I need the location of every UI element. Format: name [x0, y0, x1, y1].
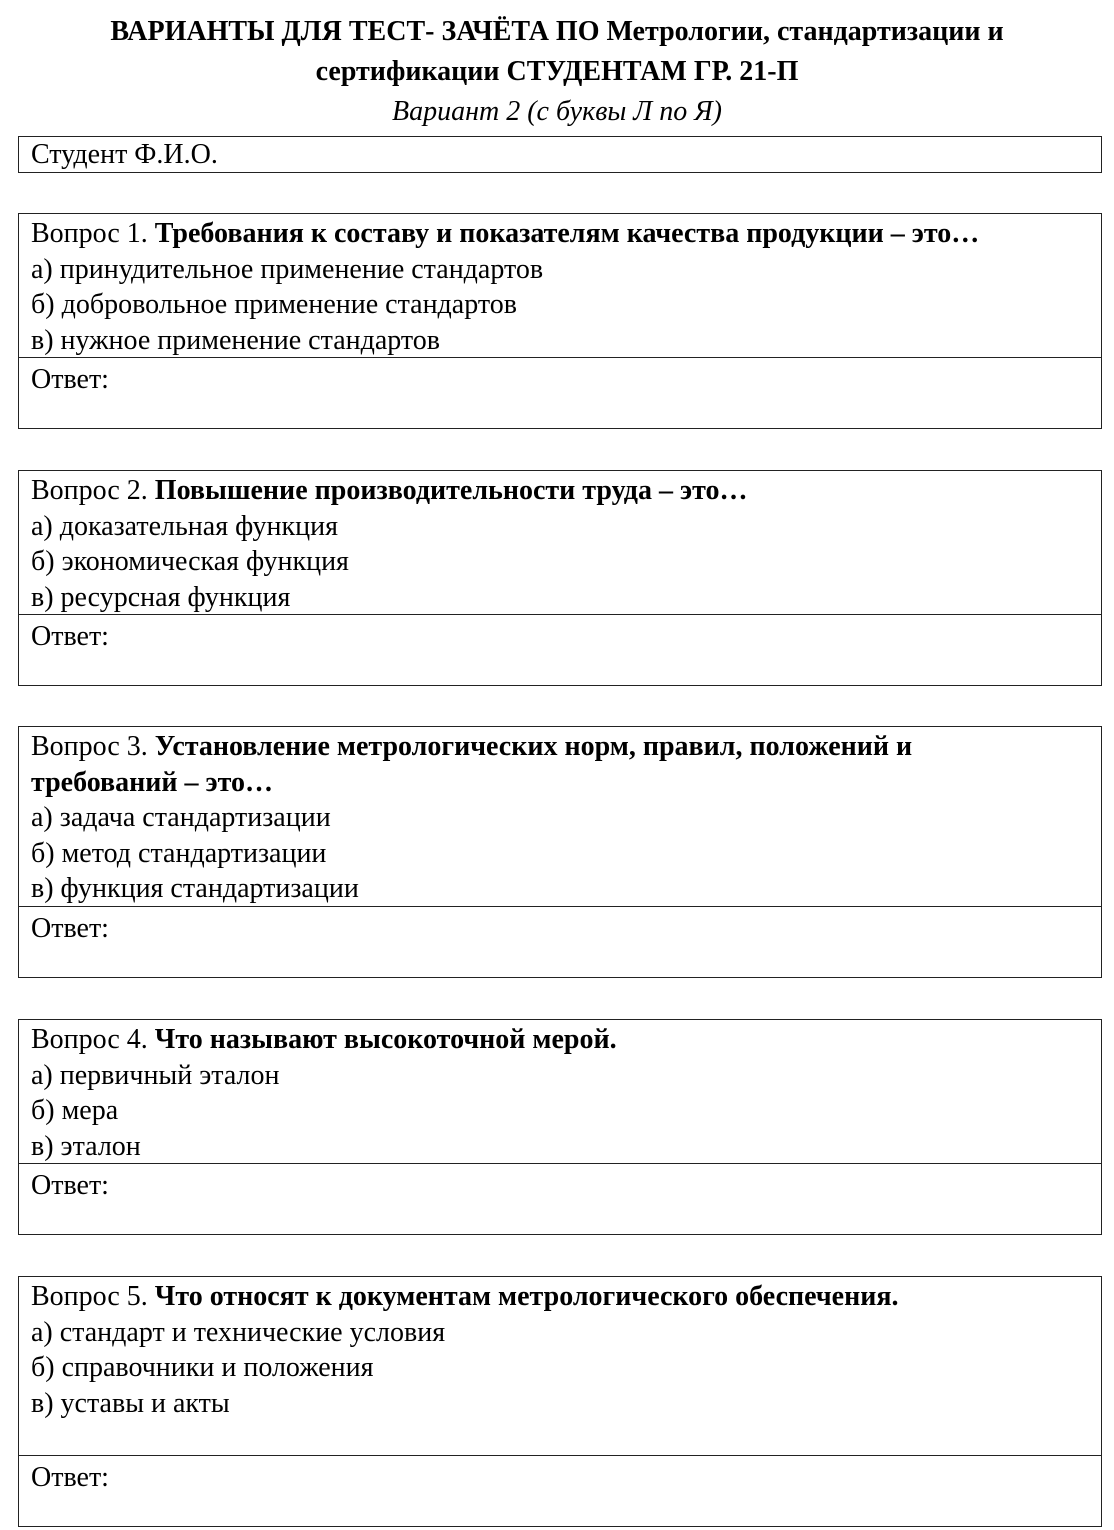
question-text: Требования к составу и показателям качества продукции – это…	[154, 218, 980, 249]
option-b: б) мера	[31, 1095, 119, 1126]
question-heading	[31, 216, 1089, 252]
answer-label: Ответ:	[31, 621, 109, 652]
option-a: а) стандарт и технические условия	[31, 1316, 446, 1348]
option-b: б) добровольное применение стандартов	[31, 289, 517, 320]
question-text-continued: требований – это…	[31, 766, 274, 798]
answer-label: Ответ:	[31, 1462, 109, 1493]
title-line-2: сертификации СТУДЕНТАМ ГР. 21-П	[315, 56, 799, 87]
question-block-5	[18, 1276, 1102, 1527]
answer-field[interactable]	[19, 615, 1101, 654]
student-name-label: Студент Ф.И.О.	[31, 139, 218, 170]
answer-label: Ответ:	[31, 364, 109, 395]
question-block-4	[18, 1019, 1102, 1235]
question-block-2	[18, 470, 1102, 686]
question-text: Что относят к документам метрологического обеспечения.	[154, 1281, 899, 1312]
question-body	[19, 727, 1101, 907]
question-body	[19, 214, 1101, 358]
answer-field[interactable]	[19, 907, 1101, 946]
option-a: а) задача стандартизации	[31, 802, 331, 833]
option-a: а) принудительное применение стандартов	[31, 253, 544, 285]
question-number: Вопрос 5.	[31, 1281, 148, 1312]
answer-label: Ответ:	[31, 1170, 109, 1201]
question-body	[19, 1020, 1101, 1164]
question-body	[19, 471, 1101, 615]
question-number: Вопрос 1.	[31, 218, 148, 249]
question-heading	[31, 1022, 1089, 1058]
option-c: в) уставы и акты	[31, 1387, 230, 1419]
student-name-field[interactable]	[18, 136, 1102, 173]
question-number: Вопрос 3.	[31, 731, 148, 762]
option-b: б) справочники и положения	[31, 1352, 374, 1383]
document-header	[0, 12, 1114, 132]
question-heading	[31, 1279, 1089, 1315]
question-heading	[31, 729, 1089, 765]
answer-field[interactable]	[19, 1456, 1101, 1495]
option-a: а) доказательная функция	[31, 510, 338, 542]
answer-label: Ответ:	[31, 913, 109, 944]
option-c: в) ресурсная функция	[31, 581, 291, 613]
option-b: б) метод стандартизации	[31, 837, 327, 869]
question-block-3	[18, 726, 1102, 978]
answer-field[interactable]	[19, 1164, 1101, 1203]
option-a: а) первичный эталон	[31, 1059, 280, 1091]
question-body	[19, 1277, 1101, 1456]
answer-field[interactable]	[19, 358, 1101, 397]
question-number: Вопрос 2.	[31, 475, 148, 506]
question-text: Установление метрологических норм, правил, положений и	[154, 731, 913, 762]
option-c: в) функция стандартизации	[31, 873, 359, 904]
title-line-1: ВАРИАНТЫ ДЛЯ ТЕСТ- ЗАЧЁТА ПО Метрологии, стандартизации и	[110, 16, 1004, 47]
option-b: б) экономическая функция	[31, 546, 349, 577]
question-heading	[31, 473, 1089, 509]
option-c: в) нужное применение стандартов	[31, 324, 440, 356]
variant-subtitle: Вариант 2 (с буквы Л по Я)	[391, 96, 722, 127]
option-c: в) эталон	[31, 1130, 141, 1162]
question-block-1	[18, 213, 1102, 429]
question-text: Что называют высокоточной мерой.	[154, 1024, 617, 1055]
question-text: Повышение производительности труда – это…	[154, 475, 748, 506]
question-number: Вопрос 4.	[31, 1024, 148, 1055]
